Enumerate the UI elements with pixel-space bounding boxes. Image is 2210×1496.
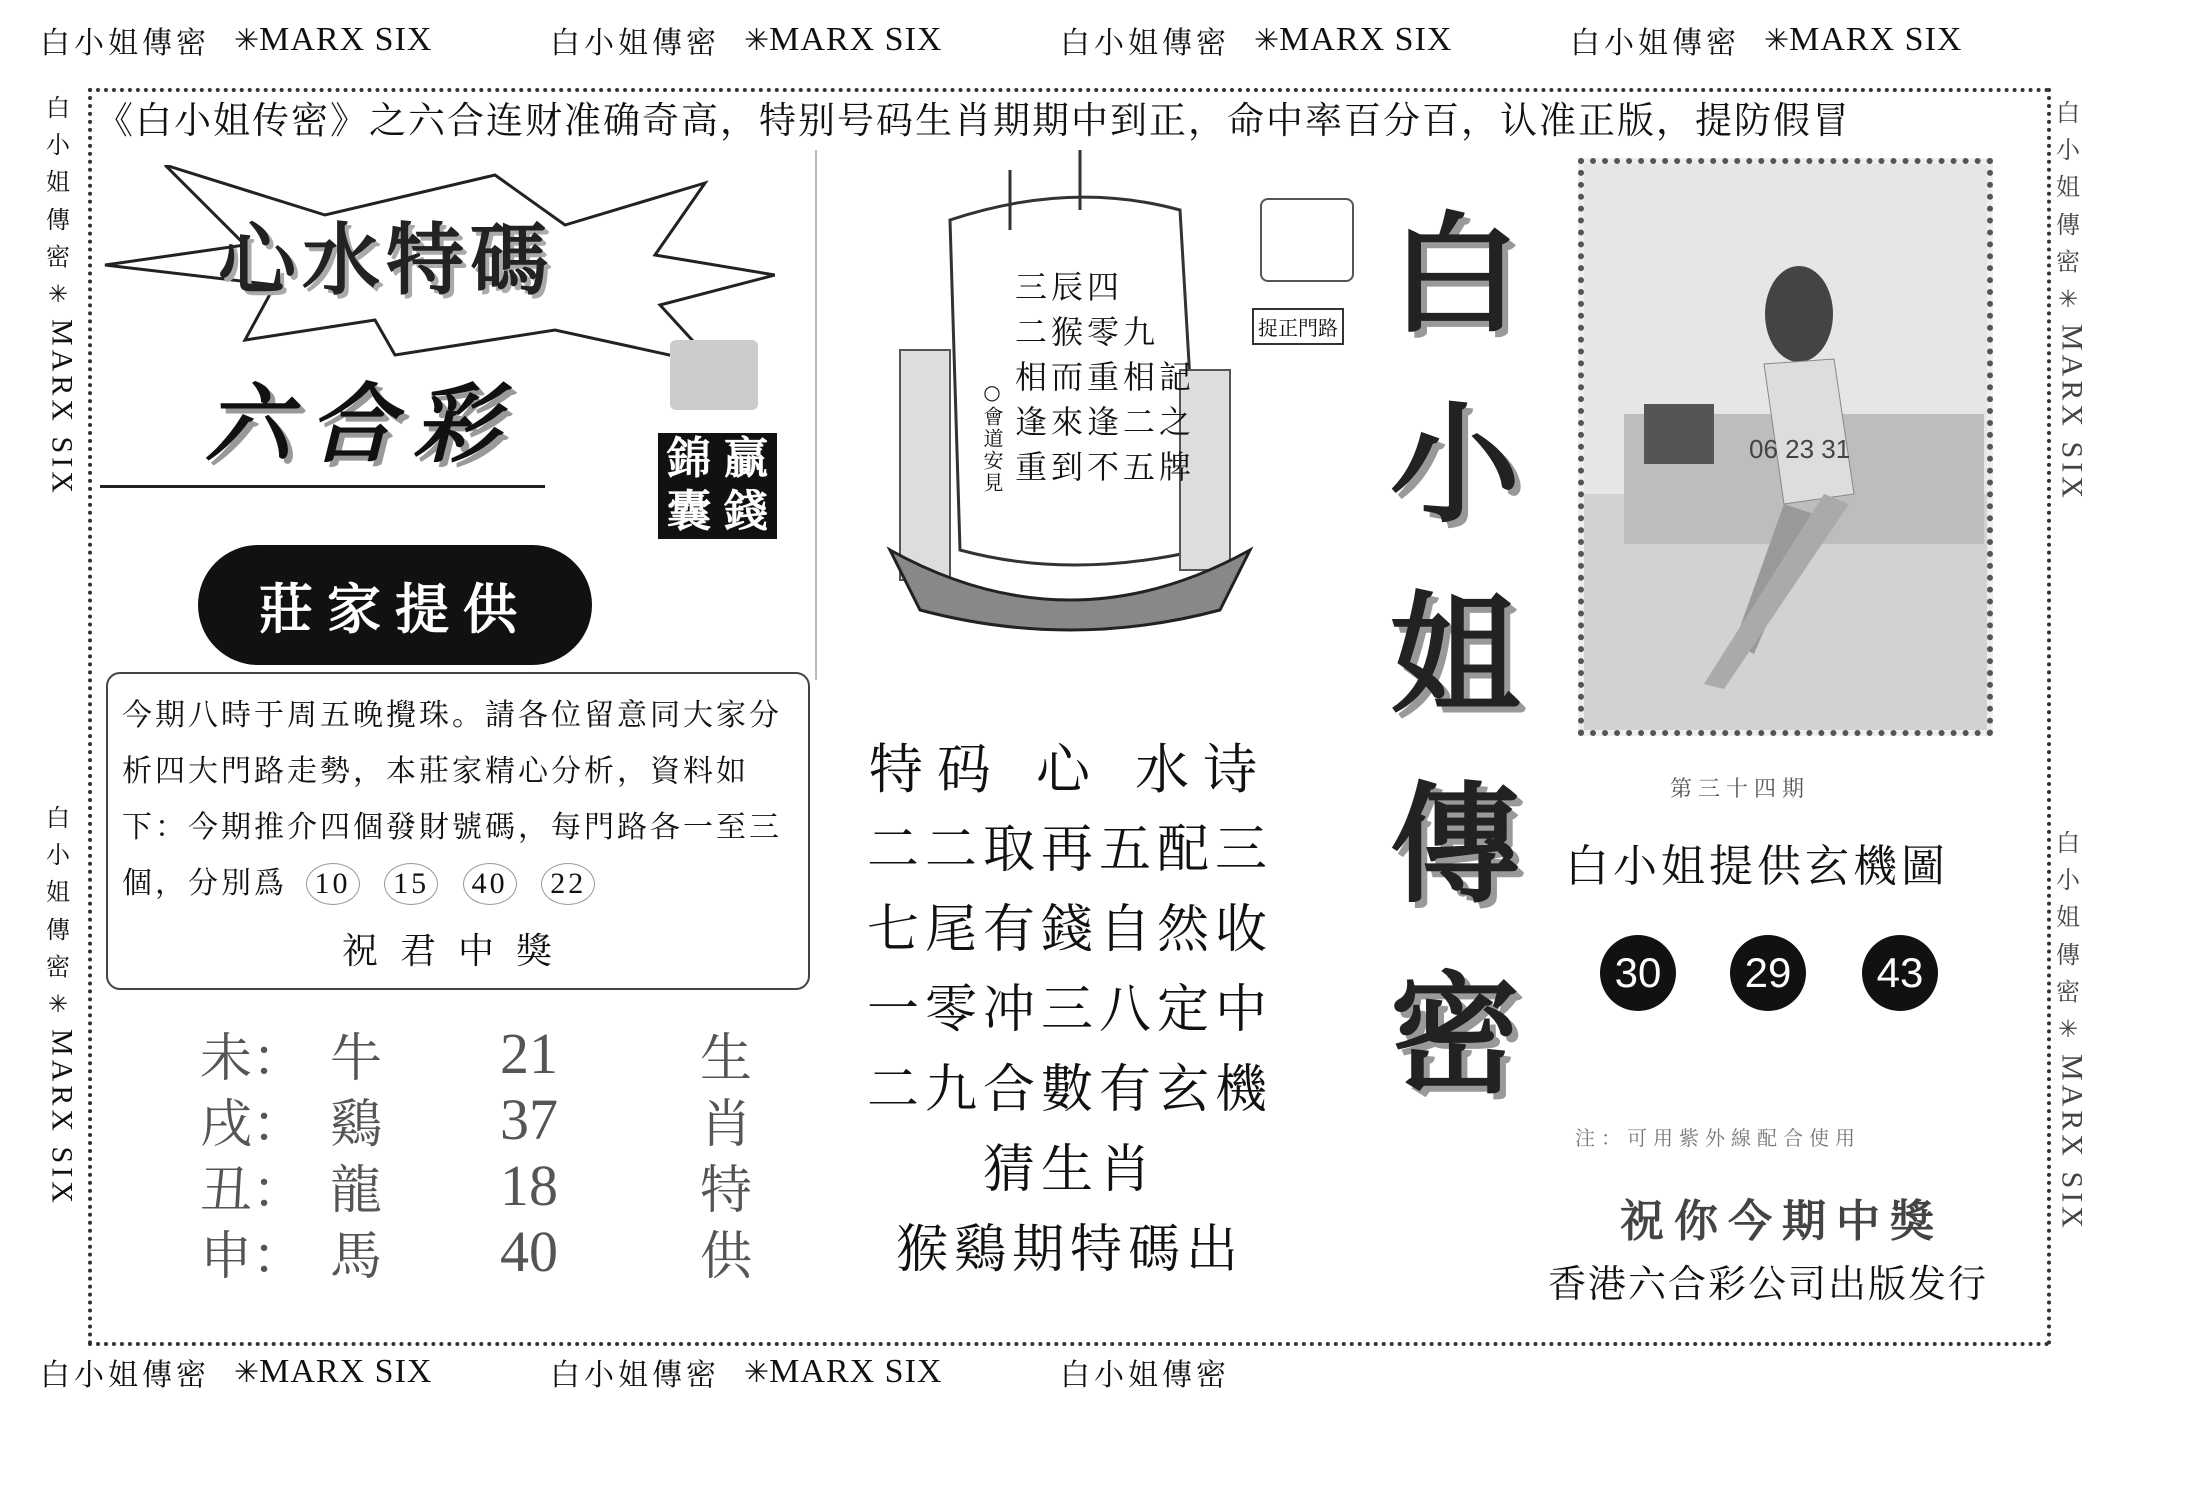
side-char: 白 xyxy=(2056,99,2080,127)
star-icon: ✳ xyxy=(234,1355,260,1390)
banner-unit xyxy=(1570,18,2080,62)
left-side-column-bottom xyxy=(38,800,78,1207)
banner-en: MARX SIX xyxy=(259,21,433,58)
big-title-char: 密 xyxy=(1389,959,1520,1111)
zodiac-branch: 丑： xyxy=(200,1160,305,1221)
period-label: 第三十四期 xyxy=(1670,777,1811,802)
notice-number: 10 xyxy=(306,863,360,905)
side-char: 姐 xyxy=(46,168,70,197)
star-icon: ✳ xyxy=(1764,23,1790,58)
side-char: 姐 xyxy=(2056,173,2080,202)
banner-cn: 白小姐傳密 xyxy=(1060,26,1230,61)
side-char: 密 xyxy=(46,242,70,271)
banner-unit xyxy=(40,1350,550,1394)
zodiac-number: 21 xyxy=(500,1020,558,1086)
poem-line: 二二取再五配三 xyxy=(866,820,1273,880)
banner-en: MARX SIX xyxy=(1279,21,1453,58)
side-char: 白 xyxy=(2056,829,2080,857)
notice-text: 今期八時于周五晚攪珠。請各位留意同大家分析四大門路走勢，本莊家精心分析，資料如下：今期推介四個發財號碼，每門路各一至三個，分別爲 xyxy=(122,698,782,901)
number-ball: 29 xyxy=(1730,935,1806,1011)
right-side-column-top xyxy=(2048,95,2088,502)
poem-line: 猴鷄期特碼出 xyxy=(895,1220,1244,1280)
star-icon: ✳ xyxy=(234,23,260,58)
zodiac-table xyxy=(200,1020,760,1287)
photo-numbers: 06 23 31 xyxy=(1749,434,1851,464)
zodiac-side: 供 xyxy=(700,1226,753,1287)
banner-cn: 白小姐傳密 xyxy=(40,1358,210,1393)
poem-line: 七尾有錢自然收 xyxy=(866,900,1273,960)
side-char: 小 xyxy=(46,131,70,160)
banner-en: MARX SIX xyxy=(769,1353,943,1390)
scroll-text xyxy=(1015,265,1195,490)
notice-wish: 祝君中獎 xyxy=(341,931,574,972)
stamp-label: 捉正門路 xyxy=(1252,308,1344,345)
zodiac-branch: 申： xyxy=(200,1226,305,1287)
banner-unit xyxy=(1060,1350,1570,1394)
side-char: 小 xyxy=(46,841,70,870)
table-row xyxy=(200,1218,760,1287)
table-row xyxy=(200,1086,760,1155)
poem-line: 一零冲三八定中 xyxy=(866,980,1273,1040)
notice-number: 40 xyxy=(463,863,517,905)
banner-cn: 白小姐傳密 xyxy=(1570,26,1740,61)
provide-title: 白小姐提供玄機圖 xyxy=(1565,841,1949,892)
banner-cn: 白小姐傳密 xyxy=(1060,1358,1230,1393)
tag-left: 錦囊 xyxy=(658,433,720,539)
divider xyxy=(100,485,545,488)
poem xyxy=(850,730,1290,1290)
star-icon: ✳ xyxy=(744,23,770,58)
poem-line: 猜生肖 xyxy=(982,1140,1157,1200)
banker-pill: 莊家提供 xyxy=(198,545,592,665)
scroll-line: 相而重相記 xyxy=(1015,358,1196,396)
big-title-char: 傳 xyxy=(1389,769,1520,921)
side-char: 傳 xyxy=(46,205,70,234)
big-title xyxy=(1385,180,1525,1130)
right-side-column-bottom xyxy=(2048,825,2088,1232)
zodiac-animal: 龍 xyxy=(330,1160,383,1221)
congrats-text: 祝你今期中獎 xyxy=(1620,1196,1944,1247)
banner-unit xyxy=(550,1350,1060,1394)
side-char: 傳 xyxy=(2056,940,2080,969)
banner-en: MARX SIX xyxy=(769,21,943,58)
side-char: 白 xyxy=(46,94,70,122)
divider xyxy=(815,150,817,680)
publisher: 香港六合彩公司出版发行 xyxy=(1548,1262,1989,1306)
zodiac-number: 37 xyxy=(500,1086,558,1152)
banner-en: MARX SIX xyxy=(259,1353,433,1390)
emblem-icon xyxy=(670,340,758,410)
star-icon: ✳ xyxy=(1254,23,1280,58)
banner-cn: 白小姐傳密 xyxy=(550,26,720,61)
zodiac-animal: 鷄 xyxy=(330,1094,383,1155)
side-en: MARX SIX xyxy=(45,1029,79,1207)
side-char: 白 xyxy=(46,804,70,832)
zodiac-number: 18 xyxy=(500,1152,558,1218)
bottom-banner xyxy=(40,1350,2170,1394)
number-ball: 43 xyxy=(1862,935,1938,1011)
side-char: 小 xyxy=(2056,866,2080,895)
star-icon: ✳ xyxy=(744,1355,770,1390)
scroll-line: 二猴零九 xyxy=(1015,313,1160,351)
side-char: 小 xyxy=(2056,136,2080,165)
scroll-side-text: ○會道安見 xyxy=(980,380,1004,494)
big-title-char: 白 xyxy=(1389,199,1520,351)
zodiac-branch: 戌： xyxy=(200,1094,305,1155)
banner-cn: 白小姐傳密 xyxy=(40,26,210,61)
zodiac-side: 特 xyxy=(700,1160,753,1221)
badge-subtitle: 六合彩 xyxy=(205,375,517,475)
side-char: 密 xyxy=(2056,977,2080,1006)
side-en: MARX SIX xyxy=(45,319,79,497)
number-ball: 30 xyxy=(1600,935,1676,1011)
table-row xyxy=(200,1020,760,1089)
stamp-icon xyxy=(1260,198,1354,282)
notice-box xyxy=(106,672,810,990)
star-icon: ✳ xyxy=(2057,1014,2079,1043)
left-side-column-top xyxy=(38,90,78,497)
side-char: 姐 xyxy=(46,878,70,907)
headline: 《白小姐传密》之六合连财准确奇高，特别号码生肖期期中到正，命中率百分百，认准正版，提防假冒 xyxy=(96,99,1851,142)
banner-en: MARX SIX xyxy=(1789,21,1963,58)
side-char: 傳 xyxy=(46,915,70,944)
poem-line: 二九合數有玄機 xyxy=(866,1060,1273,1120)
banner-unit xyxy=(550,18,1060,62)
side-en: MARX SIX xyxy=(2055,1054,2089,1232)
badge-title: 心水特碼 xyxy=(218,216,555,306)
banner-unit xyxy=(40,18,550,62)
side-char: 密 xyxy=(2056,247,2080,276)
zodiac-number: 40 xyxy=(500,1218,558,1284)
notice-number: 15 xyxy=(384,863,438,905)
star-icon: ✳ xyxy=(2057,284,2079,313)
zodiac-animal: 牛 xyxy=(330,1028,383,1089)
zodiac-side: 肖 xyxy=(700,1094,753,1155)
star-icon: ✳ xyxy=(47,279,69,308)
scroll-line: 逢來逢二之 xyxy=(1015,403,1196,441)
zodiac-branch: 未： xyxy=(200,1028,305,1089)
banner-cn: 白小姐傳密 xyxy=(550,1358,720,1393)
scroll-line: 重到不五牌 xyxy=(1015,448,1196,486)
side-char: 姐 xyxy=(2056,903,2080,932)
star-icon: ✳ xyxy=(47,989,69,1018)
table-row xyxy=(200,1152,760,1221)
photo-frame xyxy=(1578,158,1993,736)
tag-right: 贏錢 xyxy=(715,433,777,539)
side-en: MARX SIX xyxy=(2055,324,2089,502)
side-char: 密 xyxy=(46,952,70,981)
top-banner xyxy=(40,18,2170,62)
big-title-char: 小 xyxy=(1389,389,1520,541)
big-title-char: 姐 xyxy=(1389,579,1520,731)
zodiac-animal: 馬 xyxy=(330,1226,383,1287)
uv-note: 注：可用紫外線配合使用 xyxy=(1575,1126,1861,1150)
side-char: 傳 xyxy=(2056,210,2080,239)
banner-unit xyxy=(1060,18,1570,62)
zodiac-side: 生 xyxy=(700,1028,753,1089)
notice-number: 22 xyxy=(541,863,595,905)
scroll-line: 三辰四 xyxy=(1015,268,1124,306)
poem-title: 特码 心 水诗 xyxy=(868,738,1272,801)
